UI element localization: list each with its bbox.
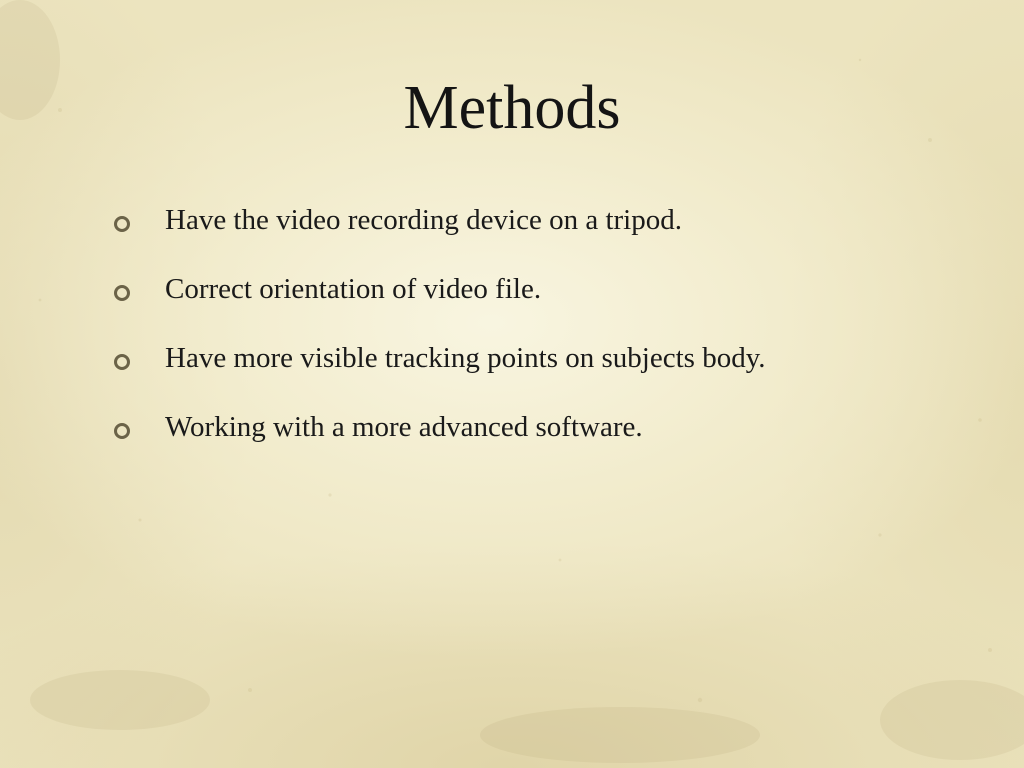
bullet-text: Correct orientation of video file. xyxy=(165,273,542,305)
bullet-text: Working with a more advanced software. xyxy=(165,411,643,443)
bullet-text: Have more visible tracking points on subjects body. xyxy=(165,342,766,374)
hollow-circle-icon xyxy=(112,283,132,303)
bullet-item xyxy=(112,336,972,405)
hollow-circle-icon xyxy=(112,421,132,441)
bullet-text: Have the video recording device on a tripod. xyxy=(165,204,682,236)
bullet-item xyxy=(112,405,972,474)
hollow-circle-icon xyxy=(112,352,132,372)
bullet-list xyxy=(112,198,972,474)
bullet-item xyxy=(112,267,972,336)
bullet-item xyxy=(112,198,972,267)
hollow-circle-icon xyxy=(112,214,132,234)
slide-title: Methods xyxy=(403,74,621,142)
